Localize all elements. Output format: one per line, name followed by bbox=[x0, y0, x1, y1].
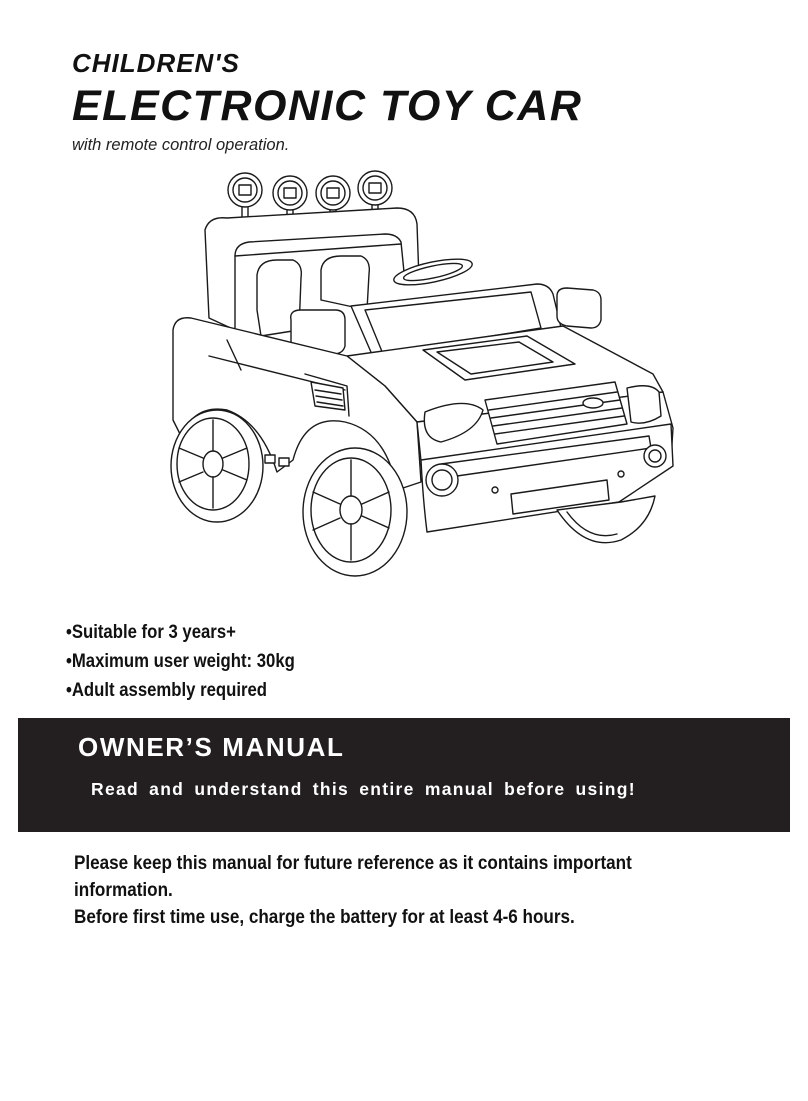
toy-car-illustration bbox=[165, 160, 685, 590]
feature-item: • Adult assembly required bbox=[66, 676, 295, 705]
banner-title: OWNER’S MANUAL bbox=[78, 732, 345, 762]
tagline: with remote control operation. bbox=[72, 136, 290, 154]
rear-wheel bbox=[171, 410, 263, 522]
feature-item: • Suitable for 3 years+ bbox=[66, 618, 295, 647]
page-title: ELECTRONIC TOY CAR bbox=[72, 82, 583, 130]
feature-list bbox=[66, 618, 326, 705]
heading-childrens: CHILDREN'S bbox=[72, 48, 240, 78]
feature-item: • Maximum user weight: 30kg bbox=[66, 647, 295, 676]
front-wheel bbox=[303, 448, 407, 576]
banner-subtitle: Read and understand this entire manual before using! bbox=[91, 779, 636, 799]
note-line: Before first time use, charge the battery for at least 4-6 hours. bbox=[74, 907, 575, 928]
owners-manual-banner bbox=[18, 718, 790, 832]
manual-note bbox=[74, 850, 774, 931]
note-line: Please keep this manual for future reference as it contains important bbox=[74, 853, 632, 874]
note-line: information. bbox=[74, 880, 173, 901]
